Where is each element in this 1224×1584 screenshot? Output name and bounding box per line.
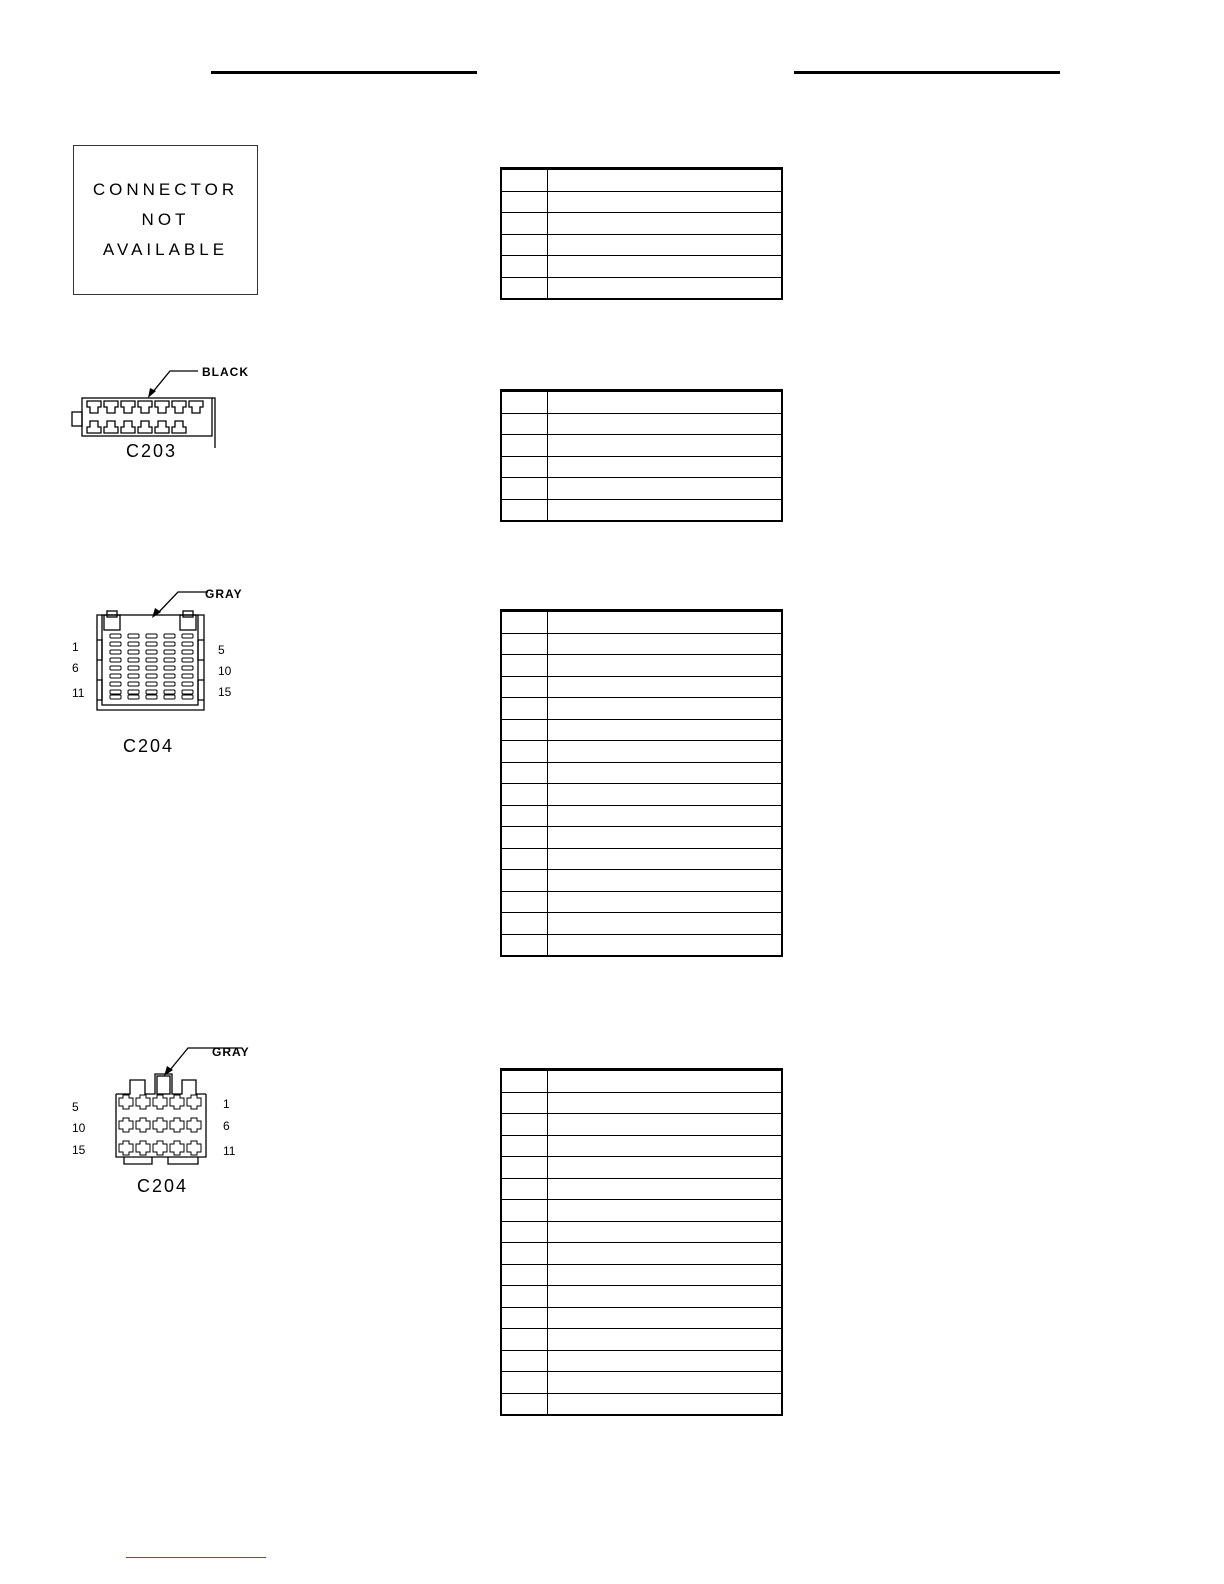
cavity-cell xyxy=(501,256,548,278)
function-cell xyxy=(548,191,783,213)
table-row xyxy=(501,191,782,213)
function-cell xyxy=(548,913,783,935)
function-cell xyxy=(548,1221,783,1243)
function-cell xyxy=(548,1178,783,1200)
function-cell xyxy=(548,1114,783,1136)
header-rule-right xyxy=(794,71,1060,74)
function-cell xyxy=(548,391,783,414)
table-row xyxy=(501,655,782,677)
function-cell xyxy=(548,234,783,256)
function-cell xyxy=(548,1264,783,1286)
cavity-cell xyxy=(501,870,548,892)
table-row xyxy=(501,1157,782,1179)
table-row xyxy=(501,1329,782,1351)
function-cell xyxy=(548,891,783,913)
table-row xyxy=(501,499,782,521)
cavity-cell xyxy=(501,1243,548,1265)
cavity-cell xyxy=(501,456,548,478)
table-row xyxy=(501,1372,782,1394)
table-row xyxy=(501,1114,782,1136)
function-cell xyxy=(548,1286,783,1308)
function-cell xyxy=(548,805,783,827)
table-row xyxy=(501,213,782,235)
cavity-cell xyxy=(501,1264,548,1286)
c204-rear-pin-right-1: 1 xyxy=(223,1097,230,1111)
c204-rear-pin-right-3: 11 xyxy=(223,1144,236,1158)
cavity-cell xyxy=(501,1372,548,1394)
function-cell xyxy=(548,934,783,956)
table-row xyxy=(501,827,782,849)
cavity-cell xyxy=(501,413,548,435)
cavity-cell xyxy=(501,435,548,457)
c204-front-pin-right-3: 15 xyxy=(218,685,232,699)
function-cell xyxy=(548,1200,783,1222)
table-row xyxy=(501,741,782,763)
function-cell xyxy=(548,633,783,655)
table-row xyxy=(501,169,782,192)
table-row xyxy=(501,719,782,741)
c204-rear-pin-left-2: 10 xyxy=(72,1121,86,1135)
cavity-cell xyxy=(501,213,548,235)
table-row xyxy=(501,805,782,827)
cavity-cell xyxy=(501,827,548,849)
function-cell xyxy=(548,1393,783,1415)
connector-not-available-box xyxy=(73,145,258,295)
c204-rear-pin-right-2: 6 xyxy=(223,1119,230,1133)
cavity-cell xyxy=(501,1157,548,1179)
c204-front-pin-left-2: 6 xyxy=(72,661,79,675)
na-line-1: CONNECTOR xyxy=(92,180,239,199)
table-row xyxy=(501,633,782,655)
function-cell xyxy=(548,1350,783,1372)
table-row xyxy=(501,1135,782,1157)
table-row xyxy=(501,1286,782,1308)
table-row xyxy=(501,1307,782,1329)
c203-name-label: C203 xyxy=(126,441,178,461)
footer-link-underline[interactable] xyxy=(126,1557,266,1558)
function-cell xyxy=(548,719,783,741)
c204-rear-color-label: GRAY xyxy=(212,1045,250,1059)
c204-front-color-label: GRAY xyxy=(205,587,243,601)
table-row xyxy=(501,1243,782,1265)
c204-rear-pin-left-1: 5 xyxy=(72,1100,79,1114)
function-cell xyxy=(548,1329,783,1351)
cavity-cell xyxy=(501,391,548,414)
function-cell xyxy=(548,256,783,278)
table-row xyxy=(501,456,782,478)
table-row xyxy=(501,676,782,698)
cavity-cell xyxy=(501,848,548,870)
c204-front-cavities xyxy=(110,634,193,699)
table-row xyxy=(501,848,782,870)
cavity-cell xyxy=(501,234,548,256)
cavity-cell xyxy=(501,1221,548,1243)
cavity-cell xyxy=(501,1200,548,1222)
function-cell xyxy=(548,1135,783,1157)
table-row xyxy=(501,435,782,457)
cavity-cell xyxy=(501,191,548,213)
function-cell xyxy=(548,1070,783,1093)
connector-c204-front-drawing xyxy=(90,585,220,720)
table-row xyxy=(501,784,782,806)
cavity-cell xyxy=(501,891,548,913)
table-row xyxy=(501,277,782,299)
cavity-cell xyxy=(501,1092,548,1114)
table-row xyxy=(501,1092,782,1114)
table-row xyxy=(501,1178,782,1200)
function-cell xyxy=(548,1243,783,1265)
header-rule-left xyxy=(211,71,477,74)
cavity-cell xyxy=(501,611,548,634)
function-cell xyxy=(548,762,783,784)
pin-table-c204-rear xyxy=(500,1068,783,1416)
function-cell xyxy=(548,848,783,870)
function-cell xyxy=(548,213,783,235)
function-cell xyxy=(548,499,783,521)
function-cell xyxy=(548,698,783,720)
cavity-cell xyxy=(501,698,548,720)
cavity-cell xyxy=(501,1393,548,1415)
cavity-cell xyxy=(501,1070,548,1093)
table-row xyxy=(501,762,782,784)
function-cell xyxy=(548,741,783,763)
cavity-cell xyxy=(501,169,548,192)
table-row xyxy=(501,478,782,500)
pin-table-placeholder xyxy=(500,167,783,300)
function-cell xyxy=(548,1372,783,1394)
function-cell xyxy=(548,1307,783,1329)
cavity-cell xyxy=(501,277,548,299)
cavity-cell xyxy=(501,1307,548,1329)
pin-table-c203 xyxy=(500,389,783,522)
table-row xyxy=(501,698,782,720)
function-cell xyxy=(548,611,783,634)
table-row xyxy=(501,256,782,278)
cavity-cell xyxy=(501,934,548,956)
cavity-cell xyxy=(501,499,548,521)
c204-front-pin-right-1: 5 xyxy=(218,643,225,657)
function-cell xyxy=(548,676,783,698)
table-row xyxy=(501,1200,782,1222)
c204-rear-pin-left-3: 15 xyxy=(72,1143,86,1157)
cavity-cell xyxy=(501,1178,548,1200)
cavity-cell xyxy=(501,633,548,655)
cavity-cell xyxy=(501,1286,548,1308)
table-row xyxy=(501,391,782,414)
table-row xyxy=(501,413,782,435)
function-cell xyxy=(548,655,783,677)
function-cell xyxy=(548,478,783,500)
function-cell xyxy=(548,413,783,435)
na-line-2: NOT xyxy=(141,210,190,229)
c204-rear-cavities xyxy=(119,1095,201,1155)
function-cell xyxy=(548,456,783,478)
table-row xyxy=(501,1350,782,1372)
na-line-3: AVAILABLE xyxy=(102,240,229,259)
c204-front-pin-left-3: 11 xyxy=(72,686,85,700)
cavity-cell xyxy=(501,784,548,806)
cavity-cell xyxy=(501,655,548,677)
table-row xyxy=(501,913,782,935)
cavity-cell xyxy=(501,478,548,500)
cavity-cell xyxy=(501,913,548,935)
table-row xyxy=(501,234,782,256)
function-cell xyxy=(548,1092,783,1114)
cavity-cell xyxy=(501,762,548,784)
table-row xyxy=(501,870,782,892)
function-cell xyxy=(548,827,783,849)
function-cell xyxy=(548,870,783,892)
table-row xyxy=(501,1393,782,1415)
function-cell xyxy=(548,1157,783,1179)
cavity-cell xyxy=(501,805,548,827)
function-cell xyxy=(548,169,783,192)
table-row xyxy=(501,1070,782,1093)
table-row xyxy=(501,1264,782,1286)
c204-front-pin-left-1: 1 xyxy=(72,640,79,654)
c204-front-name-label: C204 xyxy=(123,736,175,756)
cavity-cell xyxy=(501,1329,548,1351)
cavity-cell xyxy=(501,1350,548,1372)
table-row xyxy=(501,891,782,913)
table-row xyxy=(501,1221,782,1243)
table-row xyxy=(501,934,782,956)
c204-front-pin-right-2: 10 xyxy=(218,664,232,678)
c203-color-label: BLACK xyxy=(202,365,249,379)
c204-rear-name-label: C204 xyxy=(137,1176,189,1196)
table-row xyxy=(501,611,782,634)
cavity-cell xyxy=(501,1135,548,1157)
function-cell xyxy=(548,435,783,457)
cavity-cell xyxy=(501,741,548,763)
cavity-cell xyxy=(501,719,548,741)
pin-table-c204-front xyxy=(500,609,783,957)
cavity-cell xyxy=(501,676,548,698)
function-cell xyxy=(548,784,783,806)
cavity-cell xyxy=(501,1114,548,1136)
c203-cavities xyxy=(87,401,203,433)
function-cell xyxy=(548,277,783,299)
